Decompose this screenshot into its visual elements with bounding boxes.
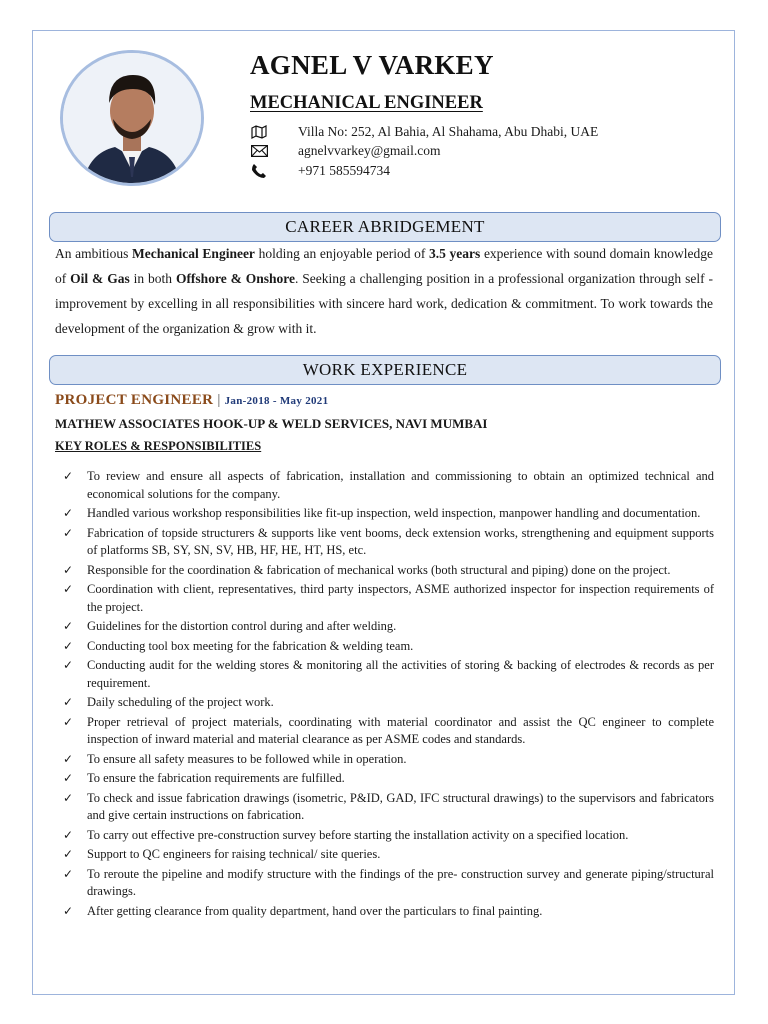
roles-header: KEY ROLES & RESPONSIBILITIES	[55, 439, 262, 453]
checkmark-icon: ✓	[63, 562, 74, 577]
list-item-text: To check and issue fabrication drawings (isometric, P&ID, GAD, IFC structural drawings) to the supervisors and fabricators and give certain instructions on fabrication.	[87, 790, 714, 822]
summary-text: holding an enjoyable period of	[254, 246, 430, 261]
checkmark-icon: ✓	[63, 506, 74, 520]
list-item	[60, 581, 714, 616]
checkmark-icon: ✓	[63, 714, 74, 729]
list-item-text: To ensure the fabrication requirements are fulfilled.	[87, 771, 345, 785]
checkmark-icon: ✓	[63, 469, 74, 483]
list-item-text: To reroute the pipeline and modify structure with the findings of the pre- construction survey and generate piping/structural drawings.	[87, 866, 714, 898]
list-item	[60, 714, 714, 749]
list-item-text: Conducting audit for the welding stores & monitoring all the activities of storing & backing of electrodes & records as per requirement.	[87, 658, 714, 690]
list-item-text: To carry out effective pre-construction survey before starting the installation activity on a specified location.	[87, 827, 629, 842]
list-item	[60, 770, 714, 788]
checkmark-icon: ✓	[63, 582, 74, 596]
company-name: MATHEW ASSOCIATES HOOK-UP & WELD SERVICES, NAVI MUMBAI	[55, 416, 488, 431]
checkmark-icon: ✓	[63, 638, 74, 653]
phone-icon	[250, 163, 268, 179]
list-item-text: To ensure all safety measures to be followed while in operation.	[87, 751, 407, 766]
list-item	[60, 866, 714, 901]
summary-bold: Oil & Gas	[70, 271, 130, 286]
list-item-text: Proper retrieval of project materials, coordinating with material coordinator and assist the QC engineer to complete inspection of inward material and material clearance as per ASME codes and standards.	[87, 714, 714, 746]
summary-bold: Mechanical Engineer	[132, 246, 255, 261]
checkmark-icon: ✓	[63, 695, 74, 709]
list-item	[60, 790, 714, 825]
address-text: Villa No: 252, Al Bahia, Al Shahama, Abu Dhabi, UAE	[298, 124, 599, 139]
career-section-header: CAREER ABRIDGEMENT	[49, 212, 721, 242]
list-item-text: Conducting tool box meeting for the fabrication & welding team.	[87, 638, 414, 653]
summary-text: experience with sound domain knowledge of	[55, 246, 713, 286]
work-section-header: WORK EXPERIENCE	[49, 355, 721, 385]
summary-bold: Offshore & Onshore	[175, 271, 295, 286]
candidate-name: AGNEL V VARKEY	[250, 50, 494, 80]
list-item	[60, 903, 714, 921]
map-icon	[250, 124, 268, 140]
checkmark-icon: ✓	[63, 903, 74, 918]
list-item	[60, 694, 714, 712]
phone-text: +971 585594734	[298, 163, 390, 178]
list-item	[60, 751, 714, 769]
job-dates: Jan-2018 - May 2021	[224, 395, 329, 407]
checkmark-icon: ✓	[63, 619, 74, 633]
summary-bold: 3.5 years	[429, 246, 481, 261]
list-item-text: Support to QC engineers for raising technical/ site queries.	[87, 847, 381, 861]
candidate-title: MECHANICAL ENGINEER	[250, 93, 483, 113]
checkmark-icon: ✓	[63, 525, 74, 540]
checkmark-icon: ✓	[63, 790, 74, 805]
checkmark-icon: ✓	[63, 751, 74, 766]
list-item	[60, 525, 714, 560]
list-item-text: Daily scheduling of the project work.	[87, 695, 274, 709]
checkmark-icon: ✓	[63, 771, 74, 785]
job-title-line	[55, 392, 328, 409]
list-item-text: Responsible for the coordination & fabrication of mechanical works (both structural and piping) done on the project.	[87, 562, 671, 577]
responsibilities-list	[60, 468, 714, 922]
checkmark-icon: ✓	[63, 658, 74, 672]
email-link[interactable]: agnelvvarkey@gmail.com	[298, 143, 441, 158]
job-separator: |	[217, 392, 221, 408]
mail-icon	[250, 143, 268, 159]
list-item-text: Coordination with client, representatives, third party inspectors, ASME authorized inspector for inspection requirements of the project.	[87, 582, 714, 614]
list-item-text: Guidelines for the distortion control during and after welding.	[87, 619, 397, 633]
contact-address	[250, 124, 598, 140]
summary-text: An ambitious	[55, 246, 133, 261]
checkmark-icon: ✓	[63, 847, 74, 861]
list-item	[60, 846, 714, 864]
checkmark-icon: ✓	[63, 827, 74, 842]
summary-text: in both	[129, 271, 176, 286]
career-summary	[55, 241, 713, 341]
list-item	[60, 562, 714, 580]
checkmark-icon: ✓	[63, 866, 74, 881]
contact-phone	[250, 163, 390, 179]
list-item-text: Handled various workshop responsibilities like fit-up inspection, weld inspection, manpower handling and documentation.	[87, 506, 701, 520]
summary-text: . Seeking a challenging position in a professional organization through self - improvement by excelling in all responsibilities with sincere hard work, dedication & commitment. To work towards the development of the organization & grow with it.	[55, 271, 713, 336]
list-item	[60, 618, 714, 636]
list-item	[60, 505, 714, 523]
list-item	[60, 827, 714, 845]
list-item	[60, 468, 714, 503]
list-item-text: After getting clearance from quality department, hand over the particulars to final painting.	[87, 903, 543, 918]
list-item-text: To review and ensure all aspects of fabrication, installation and commissioning to obtain an optimized technical and economical solutions for the company.	[87, 469, 714, 501]
list-item	[60, 638, 714, 656]
job-title: PROJECT ENGINEER	[55, 392, 214, 408]
list-item	[60, 657, 714, 692]
contact-email	[250, 143, 441, 159]
list-item-text: Fabrication of topside structurers & supports like vent booms, deck extension works, strengthening and equipment supports of platforms SB, SY, SN, SV, HB, HF, HE, HT, HS, etc.	[87, 525, 714, 557]
profile-photo	[60, 50, 204, 186]
